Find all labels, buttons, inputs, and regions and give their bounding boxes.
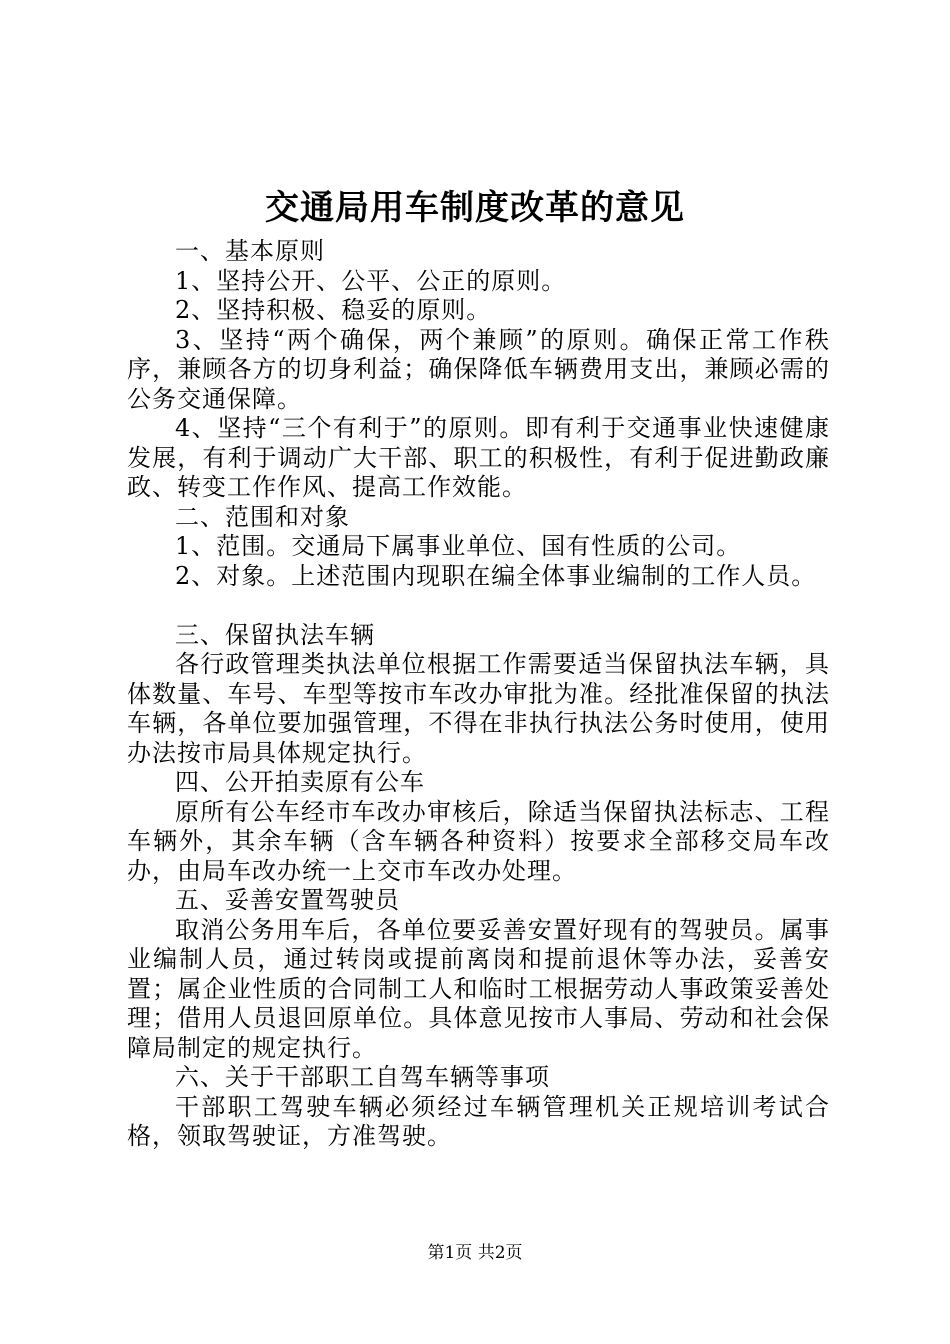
section-heading-drivers: 五、妥善安置驾驶员 <box>175 886 400 914</box>
section-heading-law-vehicles: 三、保留执法车辆 <box>175 620 375 649</box>
principle-item-3: 3、坚持“两个确保，两个兼顾”的原则。确保正常工作秩序，兼顾各方的切身利益；确保降低车辆费用支出，兼顾必需的公务交通保障。 <box>127 325 830 413</box>
self-driving-paragraph: 干部职工驾驶车辆必须经过车辆管理机关正规培训考试合格，领取驾驶证，方准驾驶。 <box>127 1092 830 1150</box>
page-number: 第1页 共2页 <box>427 1243 523 1263</box>
section-heading-principles: 一、基本原则 <box>175 237 325 265</box>
document-title: 交通局用车制度改革的意见 <box>265 188 685 228</box>
principle-item-1: 1、坚持公开、公平、公正的原则。 <box>175 266 567 295</box>
auction-paragraph: 原所有公车经市车改办审核后，除适当保留执法标志、工程车辆外，其余车辆（含车辆各种资料）按要求全部移交局车改办，由局车改办统一上交市车改办处理。 <box>127 797 830 885</box>
document-body <box>127 237 830 1152</box>
principle-item-2: 2、坚持积极、稳妥的原则。 <box>175 296 492 324</box>
drivers-paragraph: 取消公务用车后，各单位要妥善安置好现有的驾驶员。属事业编制人员，通过转岗或提前离岗和提前退休等办法，妥善安置；属企业性质的合同制工人和临时工根据劳动人事政策妥善处理；借用人员退回原单位。具体意见按市人事局、劳动和社会保障局制定的规定执行。 <box>127 915 830 1062</box>
section-heading-self-driving: 六、关于干部职工自驾车辆等事项 <box>175 1063 550 1091</box>
principle-item-4: 4、坚持“三个有利于”的原则。即有利于交通事业快速健康发展，有利于调动广大干部、职工的积极性，有利于促进勤政廉政、转变工作作风、提高工作效能。 <box>127 414 830 501</box>
section-heading-auction: 四、公开拍卖原有公车 <box>175 768 425 796</box>
scope-item-2: 2、对象。上述范围内现职在编全体事业编制的工作人员。 <box>175 561 817 590</box>
section-heading-scope: 二、范围和对象 <box>175 502 350 531</box>
scope-item-1: 1、范围。交通局下属事业单位、国有性质的公司。 <box>175 532 742 560</box>
law-vehicles-paragraph: 各行政管理类执法单位根据工作需要适当保留执法车辆，具体数量、车号、车型等按市车改办审批为准。经批准保留的执法车辆，各单位要加强管理，不得在非执行执法公务时使用，使用办法按市局具体规定执行。 <box>127 650 830 767</box>
